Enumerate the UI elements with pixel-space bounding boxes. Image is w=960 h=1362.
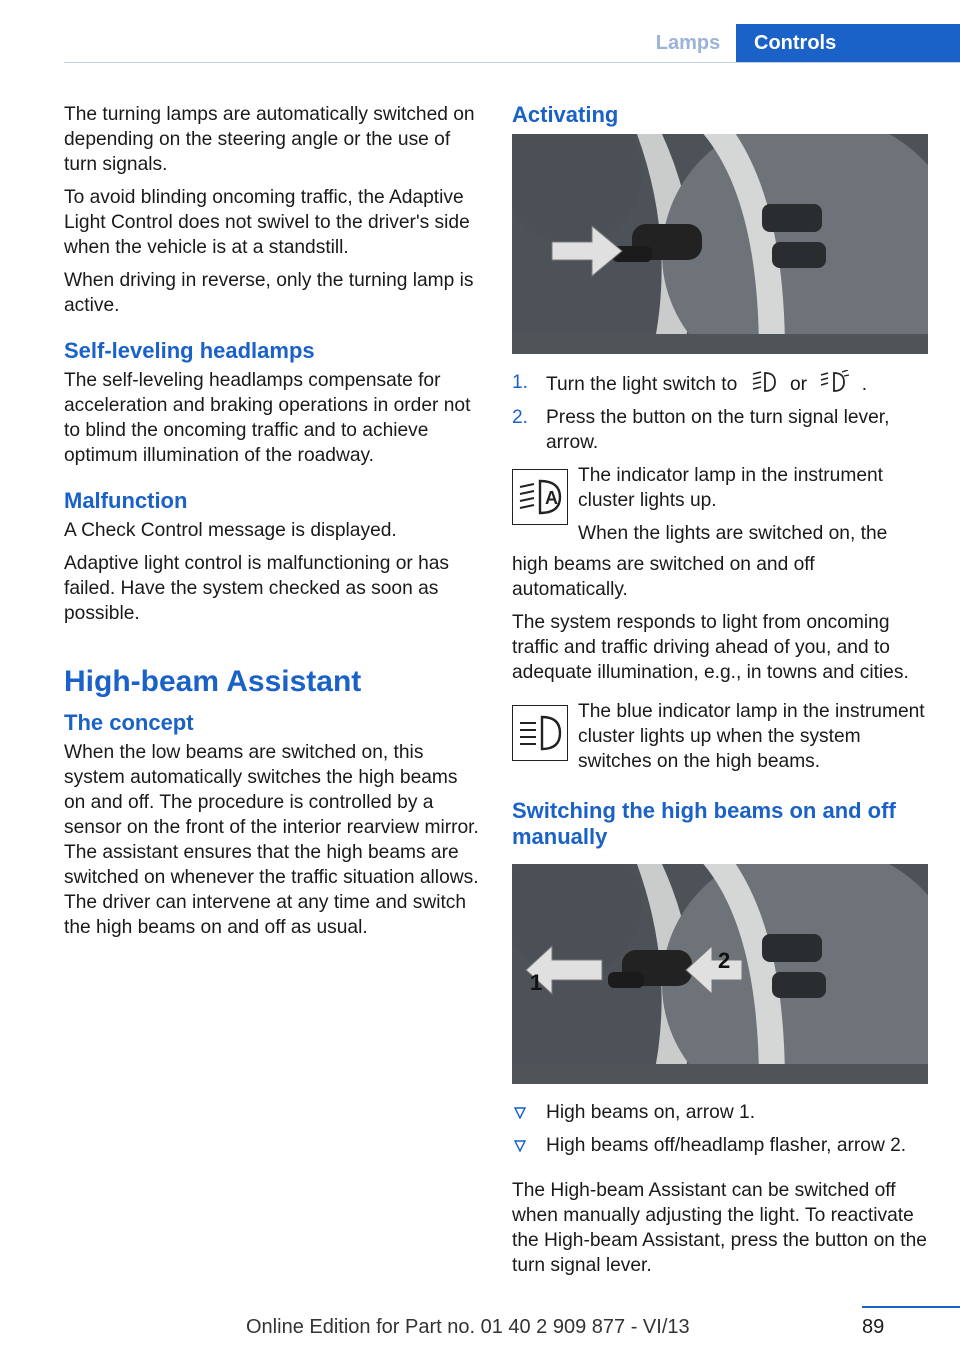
step-2	[512, 405, 932, 455]
bullet-text: High beams on, arrow 1.	[546, 1102, 756, 1123]
header-chapter-tab: Controls	[736, 24, 960, 62]
step-1-text-pre: Turn the light switch to	[546, 374, 738, 395]
activation-steps	[512, 370, 932, 455]
paragraph-check-control: A Check Control message is displayed.	[64, 520, 397, 541]
paragraph-concept: When the low beams are switched on, this system automatically switches the high beams on and off. The procedure is controlled by a sensor on the front of the interior rearview mirror. The assistant ensures that the high beams are switched on whenever the traffic situation allows. The driver can intervene at any time and switch the high beams on and off as usual.	[64, 742, 479, 938]
heading-high-beam-assistant: High-beam Assistant	[64, 665, 362, 698]
footer-edition: Online Edition for Part no. 01 40 2 909 877 - VI/13	[246, 1316, 690, 1338]
steering-lever-photo	[512, 134, 928, 354]
paragraph-system-responds: The system responds to light from oncoming traffic and traffic driving ahead of you, and to adequate illumination, e.g., in towns and cities.	[512, 612, 909, 683]
paragraph-turning-lamps: The turning lamps are automatically switched on depending on the steering angle or the use of turn signals.	[64, 104, 475, 175]
light-switch-parking-icon	[818, 370, 850, 394]
indicator-note-auto	[512, 463, 932, 546]
high-beam-indicator-icon	[512, 705, 568, 761]
note-lights-on: When the lights are switched on, the	[578, 523, 888, 544]
arrow-2-label: 2	[718, 948, 731, 973]
steering-lever-arrows-photo	[512, 864, 928, 1084]
note-indicator-lamp: The indicator lamp in the instrument cluster lights up.	[578, 465, 884, 511]
heading-malfunction: Malfunction	[64, 488, 188, 513]
high-beam-bullets	[512, 1100, 932, 1158]
step-number: 2.	[512, 407, 529, 428]
page-number: 89	[862, 1316, 885, 1338]
bullet-high-beams-on	[512, 1100, 932, 1125]
header-section-tab: Lamps	[655, 32, 721, 54]
triangle-bullet-icon	[514, 1107, 526, 1119]
paragraph-malfunction: Adaptive light control is malfunctioning or has failed. Have the system checked as soon as possible.	[64, 553, 450, 624]
svg-text:A: A	[545, 488, 558, 508]
indicator-note-blue	[512, 699, 932, 774]
light-switch-auto-icon	[749, 370, 779, 394]
high-beam-assistant-indicator-icon	[512, 469, 568, 525]
paragraph-reverse: When driving in reverse, only the turning lamp is active.	[64, 270, 474, 316]
note-blue-indicator: The blue indicator lamp in the instrument cluster lights up when the system switches on the high beams.	[578, 701, 925, 772]
heading-activating: Activating	[512, 102, 619, 127]
triangle-bullet-icon	[514, 1140, 526, 1152]
step-1	[512, 370, 932, 397]
arrow-1-label: 1	[530, 970, 543, 995]
heading-manual-high-beams: Switching the high beams on and off manually	[512, 798, 896, 849]
heading-concept: The concept	[64, 710, 194, 735]
bullet-text: High beams off/headlamp flasher, arrow 2.	[546, 1135, 907, 1156]
step-number: 1.	[512, 372, 529, 393]
left-column	[64, 102, 484, 948]
bullet-high-beams-off	[512, 1133, 932, 1158]
step-2-text: Press the button on the turn signal lever, arrow.	[546, 407, 890, 453]
paragraph-blinding: To avoid blinding oncoming traffic, the Adaptive Light Control does not swivel to the driver's side when the vehicle is at a standstill.	[64, 187, 470, 258]
right-column	[512, 102, 932, 1286]
paragraph-high-beams-auto: high beams are switched on and off automatically.	[512, 554, 815, 600]
step-1-text-post: .	[861, 374, 868, 395]
step-1-text-mid: or	[789, 374, 807, 395]
header-rule	[64, 62, 960, 63]
paragraph-reactivate: The High-beam Assistant can be switched off when manually adjusting the light. To reactivate the High-beam Assistant, press the button on the turn signal lever.	[512, 1180, 927, 1276]
heading-self-leveling: Self-leveling headlamps	[64, 338, 315, 363]
paragraph-self-leveling: The self-leveling headlamps compensate for acceleration and braking operations in order not to blind the oncoming traffic and to achieve optimum illumination of the roadway.	[64, 370, 471, 466]
footer-rule	[862, 1306, 960, 1308]
